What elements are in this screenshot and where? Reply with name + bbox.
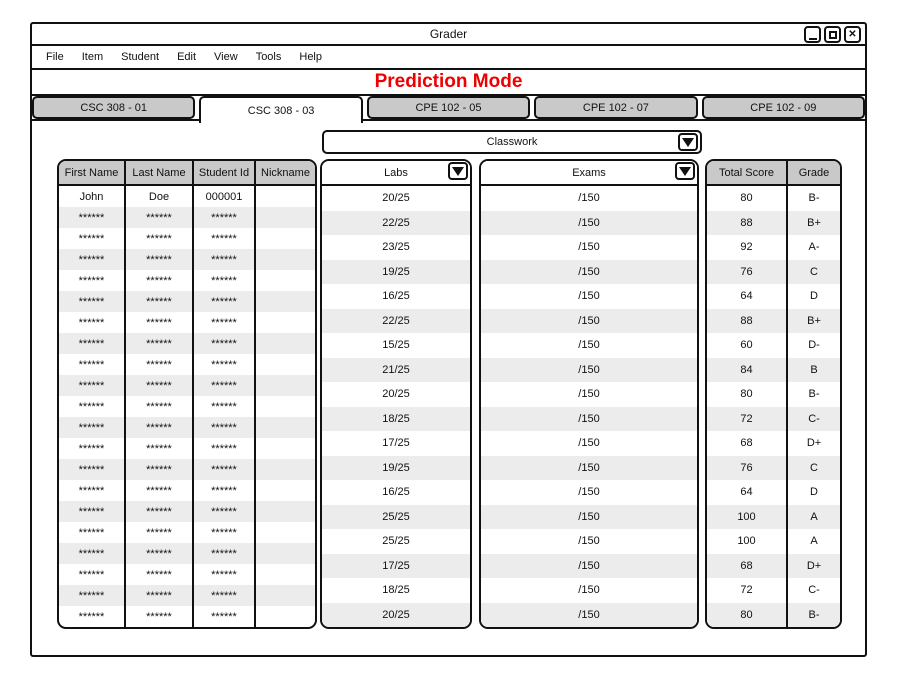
labs-header-dropdown[interactable]	[322, 161, 470, 186]
student-row[interactable]	[59, 606, 315, 627]
tab-bar	[32, 96, 865, 121]
lab-score-cell[interactable]: 22/25	[322, 309, 470, 334]
menu-item-student[interactable]: Student	[121, 51, 160, 63]
tab-cpe102-09[interactable]: CPE 102 - 09	[702, 96, 865, 119]
chevron-down-icon	[679, 167, 691, 176]
student-cell: ******	[126, 228, 194, 249]
student-cell: ******	[194, 333, 256, 354]
minimize-button[interactable]	[804, 26, 821, 43]
grade-cell: D+	[806, 559, 822, 572]
grade-cell: B+	[807, 216, 821, 229]
student-row[interactable]	[59, 459, 315, 480]
student-cell: ******	[126, 291, 194, 312]
tab-csc308-01[interactable]: CSC 308 - 01	[32, 96, 195, 119]
total-score-cell: 80	[707, 382, 788, 407]
lab-score-cell[interactable]: 22/25	[322, 211, 470, 236]
student-row[interactable]	[59, 543, 315, 564]
exam-score-cell[interactable]: /150	[481, 358, 697, 383]
exams-dropdown-button[interactable]	[675, 162, 695, 180]
student-row[interactable]	[59, 480, 315, 501]
lab-score-cell[interactable]: 16/25	[382, 290, 410, 303]
student-cell: ******	[59, 438, 126, 459]
result-row[interactable]	[707, 186, 840, 211]
grade-cell: A-	[808, 241, 820, 254]
student-cell: ******	[194, 585, 256, 606]
exam-score-cell[interactable]: /150	[481, 211, 697, 236]
student-row[interactable]	[59, 207, 315, 228]
grade-cell: C	[810, 265, 818, 278]
grade-cell: D+	[806, 437, 822, 450]
exam-score-cell[interactable]: /150	[578, 290, 600, 303]
total-score-cell: 76	[707, 260, 788, 285]
student-row[interactable]	[59, 291, 315, 312]
student-cell	[256, 543, 315, 564]
student-cell: ******	[194, 291, 256, 312]
student-row[interactable]	[59, 270, 315, 291]
chevron-down-icon	[682, 138, 694, 147]
lab-score-cell[interactable]: 16/25	[382, 486, 410, 499]
exam-score-cell[interactable]: /150	[578, 584, 600, 597]
student-row[interactable]	[59, 186, 315, 207]
student-row[interactable]	[59, 249, 315, 270]
window-title: Grader	[429, 27, 468, 41]
window-controls	[804, 26, 861, 43]
result-row[interactable]	[707, 235, 840, 260]
student-row[interactable]	[59, 522, 315, 543]
tab-cpe102-07[interactable]: CPE 102 - 07	[534, 96, 697, 119]
student-cell: ******	[126, 207, 194, 228]
menu-bar	[32, 46, 865, 70]
student-cell: ******	[59, 564, 126, 585]
classwork-dropdown-button[interactable]	[678, 133, 698, 151]
total-score-cell: 88	[707, 211, 788, 236]
labs-header-label: Labs	[384, 166, 408, 179]
total-score-cell: 72	[707, 407, 788, 432]
title-bar[interactable]	[32, 24, 865, 46]
content-panel	[32, 121, 865, 648]
exam-score-cell[interactable]: /150	[578, 339, 600, 352]
student-cell: ******	[126, 396, 194, 417]
student-row[interactable]	[59, 438, 315, 459]
total-score-cell: 100	[707, 505, 788, 530]
students-table-body	[59, 186, 315, 627]
student-cell	[256, 606, 315, 627]
students-table	[57, 159, 317, 629]
student-cell: ******	[126, 270, 194, 291]
grade-cell: A	[810, 510, 818, 523]
students-table-header	[59, 161, 315, 186]
student-cell	[256, 333, 315, 354]
labs-column-body	[322, 186, 470, 627]
exam-score-cell[interactable]: /150	[578, 388, 600, 401]
lab-score-cell[interactable]: 25/25	[322, 505, 470, 530]
result-row[interactable]	[707, 260, 840, 285]
lab-score-cell[interactable]: 15/25	[382, 339, 410, 352]
lab-score-cell[interactable]: 17/25	[322, 554, 470, 579]
student-cell: ******	[126, 564, 194, 585]
total-score-cell: 84	[707, 358, 788, 383]
mode-banner: Prediction Mode	[32, 70, 865, 96]
student-cell	[256, 291, 315, 312]
student-cell: ******	[194, 249, 256, 270]
result-row[interactable]	[707, 309, 840, 334]
menu-item-edit[interactable]: Edit	[177, 51, 197, 63]
result-row[interactable]	[707, 480, 840, 505]
exam-score-cell[interactable]: /150	[578, 192, 600, 205]
student-cell: ******	[126, 249, 194, 270]
student-cell: John	[59, 186, 126, 207]
student-cell: ******	[126, 501, 194, 522]
result-row[interactable]	[707, 284, 840, 309]
student-cell: ******	[194, 417, 256, 438]
student-cell: ******	[126, 459, 194, 480]
close-button[interactable]	[844, 26, 861, 43]
exam-score-cell[interactable]: /150	[481, 603, 697, 628]
result-row[interactable]	[707, 529, 840, 554]
exam-score-cell[interactable]: /150	[578, 241, 600, 254]
result-row[interactable]	[707, 603, 840, 628]
exam-score-cell[interactable]: /150	[578, 486, 600, 499]
total-score-cell: 80	[707, 603, 788, 628]
student-cell: ******	[194, 312, 256, 333]
total-score-cell: 100	[707, 529, 788, 554]
student-cell: ******	[194, 375, 256, 396]
student-cell: ******	[59, 606, 126, 627]
student-cell: ******	[194, 396, 256, 417]
lab-score-cell[interactable]: 18/25	[382, 584, 410, 597]
labs-column	[320, 159, 472, 629]
result-row[interactable]	[707, 456, 840, 481]
student-cell	[256, 186, 315, 207]
grade-cell: D-	[808, 339, 820, 352]
student-cell: ******	[126, 417, 194, 438]
student-cell	[256, 396, 315, 417]
result-row[interactable]	[707, 407, 840, 432]
student-cell: ******	[194, 564, 256, 585]
student-cell: ******	[194, 606, 256, 627]
student-row[interactable]	[59, 417, 315, 438]
student-cell	[256, 417, 315, 438]
student-cell: ******	[194, 459, 256, 480]
result-row[interactable]	[707, 382, 840, 407]
lab-score-cell[interactable]: 17/25	[382, 437, 410, 450]
total-score-cell: 80	[707, 186, 788, 211]
menu-item-tools[interactable]: Tools	[255, 51, 282, 63]
total-score-cell: 60	[707, 333, 788, 358]
total-score-cell: 68	[707, 431, 788, 456]
student-cell	[256, 501, 315, 522]
student-cell: ******	[59, 291, 126, 312]
student-cell: ******	[126, 585, 194, 606]
exams-column-body	[481, 186, 697, 627]
student-cell: ******	[59, 396, 126, 417]
student-row[interactable]	[59, 564, 315, 585]
student-cell	[256, 564, 315, 585]
lab-score-cell[interactable]: 20/25	[322, 603, 470, 628]
student-cell	[256, 354, 315, 375]
result-row[interactable]	[707, 505, 840, 530]
student-cell	[256, 438, 315, 459]
lab-score-cell[interactable]: 19/25	[322, 260, 470, 285]
student-cell: ******	[194, 438, 256, 459]
student-cell: ******	[59, 501, 126, 522]
grade-cell: C-	[808, 584, 820, 597]
student-cell: ******	[126, 375, 194, 396]
exams-column	[479, 159, 699, 629]
lab-score-cell[interactable]: 18/25	[322, 407, 470, 432]
close-icon: ✕	[848, 28, 857, 40]
results-table-header	[707, 161, 840, 186]
minimize-icon	[809, 38, 817, 40]
column-header-first-name: First Name	[59, 161, 126, 184]
student-cell: ******	[194, 270, 256, 291]
column-header-student-id: Student Id	[194, 161, 256, 184]
lab-score-cell[interactable]: 23/25	[382, 241, 410, 254]
result-row[interactable]	[707, 554, 840, 579]
menu-item-view[interactable]: View	[214, 51, 238, 63]
student-cell: ******	[59, 333, 126, 354]
exam-score-cell[interactable]: /150	[481, 309, 697, 334]
column-header-nickname: Nickname	[261, 166, 310, 179]
exams-header-dropdown[interactable]	[481, 161, 697, 186]
student-cell: ******	[59, 249, 126, 270]
student-cell: ******	[126, 333, 194, 354]
exam-score-cell[interactable]: /150	[481, 407, 697, 432]
column-header-total-score: Total Score	[707, 161, 788, 184]
exam-score-cell[interactable]: /150	[578, 535, 600, 548]
grade-cell: B	[810, 363, 818, 376]
column-header-grade: Grade	[798, 166, 830, 179]
grade-cell: B-	[808, 192, 820, 205]
student-cell: Doe	[126, 186, 194, 207]
student-cell: ******	[194, 522, 256, 543]
total-score-cell: 88	[707, 309, 788, 334]
student-cell	[256, 249, 315, 270]
lab-score-cell[interactable]: 21/25	[322, 358, 470, 383]
student-cell: ******	[126, 543, 194, 564]
student-cell: ******	[59, 543, 126, 564]
labs-dropdown-button[interactable]	[448, 162, 468, 180]
student-row[interactable]	[59, 585, 315, 606]
result-row[interactable]	[707, 431, 840, 456]
student-cell	[256, 375, 315, 396]
student-cell	[256, 585, 315, 606]
student-cell: ******	[59, 228, 126, 249]
result-row[interactable]	[707, 578, 840, 603]
exams-header-label: Exams	[572, 166, 606, 179]
menu-item-item[interactable]: Item	[81, 51, 104, 63]
lab-score-cell[interactable]: 20/25	[382, 388, 410, 401]
student-cell: ******	[126, 312, 194, 333]
student-row[interactable]	[59, 396, 315, 417]
student-cell: 000001	[194, 186, 256, 207]
grade-cell: B-	[808, 388, 820, 401]
grade-cell: B+	[807, 314, 821, 327]
results-table-body	[707, 186, 840, 627]
menu-item-file[interactable]: File	[46, 51, 64, 63]
student-cell: ******	[194, 501, 256, 522]
total-score-cell: 72	[707, 578, 788, 603]
grade-cell: D	[810, 290, 818, 303]
student-cell: ******	[126, 522, 194, 543]
total-score-cell: 64	[707, 284, 788, 309]
tab-cpe102-05[interactable]: CPE 102 - 05	[367, 96, 530, 119]
student-cell	[256, 459, 315, 480]
student-cell: ******	[59, 480, 126, 501]
student-row[interactable]	[59, 354, 315, 375]
grade-cell: C-	[808, 412, 820, 425]
student-cell: ******	[59, 270, 126, 291]
result-row[interactable]	[707, 358, 840, 383]
classwork-dropdown[interactable]	[322, 130, 702, 154]
grade-cell: C	[810, 461, 818, 474]
tab-csc308-03[interactable]: CSC 308 - 03	[199, 96, 362, 123]
student-row[interactable]	[59, 501, 315, 522]
exam-score-cell[interactable]: /150	[481, 554, 697, 579]
student-cell: ******	[126, 354, 194, 375]
student-cell: ******	[59, 207, 126, 228]
student-cell: ******	[194, 480, 256, 501]
student-cell	[256, 312, 315, 333]
column-header-last-name: Last Name	[126, 161, 194, 184]
total-score-cell: 64	[707, 480, 788, 505]
student-cell: ******	[59, 354, 126, 375]
grade-cell: D	[810, 486, 818, 499]
grade-cell: A	[810, 535, 818, 548]
student-row[interactable]	[59, 228, 315, 249]
results-table	[705, 159, 842, 629]
student-cell: ******	[194, 207, 256, 228]
lab-score-cell[interactable]: 25/25	[382, 535, 410, 548]
result-row[interactable]	[707, 333, 840, 358]
student-row[interactable]	[59, 375, 315, 396]
student-cell: ******	[194, 543, 256, 564]
student-cell: ******	[59, 522, 126, 543]
student-cell: ******	[126, 480, 194, 501]
lab-score-cell[interactable]: 19/25	[322, 456, 470, 481]
student-cell: ******	[126, 438, 194, 459]
maximize-button[interactable]	[824, 26, 841, 43]
student-cell: ******	[126, 606, 194, 627]
total-score-cell: 92	[707, 235, 788, 260]
lab-score-cell[interactable]: 20/25	[382, 192, 410, 205]
student-cell: ******	[59, 312, 126, 333]
grade-cell: B-	[808, 608, 820, 621]
student-cell	[256, 522, 315, 543]
student-cell	[256, 270, 315, 291]
exam-score-cell[interactable]: /150	[481, 505, 697, 530]
result-row[interactable]	[707, 211, 840, 236]
student-cell: ******	[59, 375, 126, 396]
student-cell: ******	[59, 459, 126, 480]
exam-score-cell[interactable]: /150	[578, 437, 600, 450]
student-cell	[256, 207, 315, 228]
maximize-icon	[829, 31, 837, 39]
classwork-dropdown-value: Classwork	[486, 136, 538, 148]
exam-score-cell[interactable]: /150	[481, 260, 697, 285]
student-row[interactable]	[59, 333, 315, 354]
student-cell: ******	[59, 417, 126, 438]
student-cell: ******	[194, 354, 256, 375]
student-cell: ******	[59, 585, 126, 606]
student-cell	[256, 480, 315, 501]
menu-item-help[interactable]: Help	[299, 51, 322, 63]
student-cell	[256, 228, 315, 249]
student-row[interactable]	[59, 312, 315, 333]
student-cell: ******	[194, 228, 256, 249]
total-score-cell: 68	[707, 554, 788, 579]
exam-score-cell[interactable]: /150	[481, 456, 697, 481]
chevron-down-icon	[452, 167, 464, 176]
total-score-cell: 76	[707, 456, 788, 481]
grader-window	[30, 22, 867, 657]
